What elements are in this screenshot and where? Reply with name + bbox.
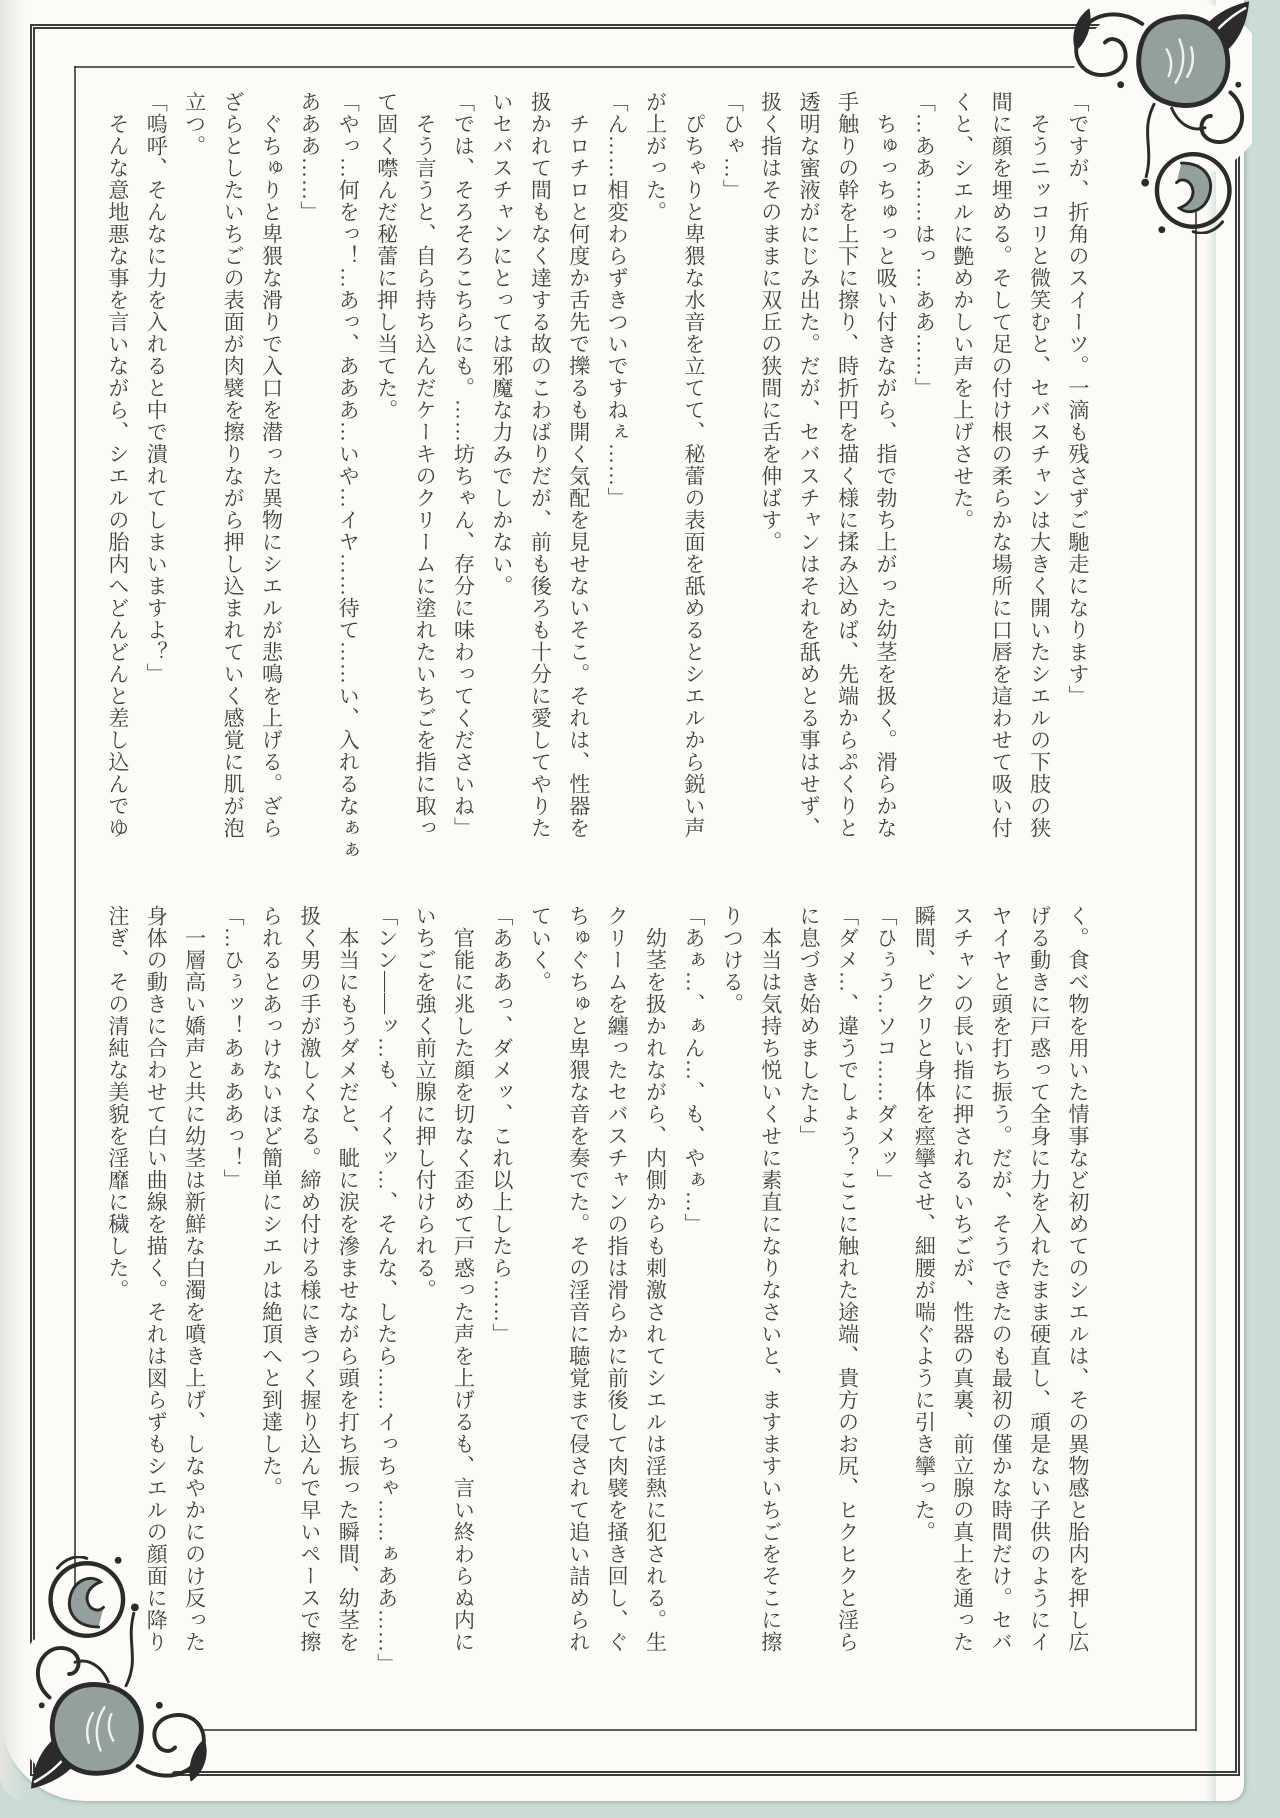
text-column: いセバスチャンにとっては邪魔な力みでしかない。 (489, 91, 514, 597)
text-column: ちゅっちゅっと吸い付きながら、指で勃ち上がった幼茎を扱く。滑らかな (873, 91, 898, 839)
text-column: そうニッコリと微笑むと、セバスチャンは大きく開いたシエルの下肢の狭 (1027, 91, 1052, 839)
text-band-top (95, 91, 1097, 883)
text-column: ざらとしたいちごの表面が肉襞を擦りながら押し込まれていく感覚に肌が泡 (221, 91, 246, 839)
text-column: 瞬間、ビクリと身体を痙攣させ、細腰が喘ぐように引き攣った。 (912, 905, 937, 1543)
text-column: 「…ああ……はっ…ああ……」 (912, 91, 937, 399)
text-column: 注ぎ、その清純な美貌を淫靡に穢した。 (105, 905, 130, 1301)
text-column: 本当にもうダメだと、眦に涙を滲ませながら頭を打ち振った瞬間、幼茎を (336, 905, 361, 1653)
text-column: 透明な蜜液がにじみ出た。だが、セバスチャンはそれを舐めとる事はせず、 (797, 91, 822, 839)
text-column: 「ンン――ッ…も、イくッ…、そんな、したら……イっちゃ……ぁああ……」 (374, 905, 399, 1675)
text-column: 手触りの幹を上下に擦り、時折円を描く様に揉み込めば、先端からぷくりと (835, 91, 860, 839)
text-column: 「ん……相変わらずきついですねぇ……」 (605, 91, 630, 509)
text-column: て固く噤んだ秘蕾に押し当てた。 (374, 91, 399, 421)
text-column: られるとあっけないほど簡単にシエルは絶頂へと到達した。 (259, 905, 284, 1499)
text-column: いちごを強く前立腺に押し付けられる。 (413, 905, 438, 1301)
text-column: 扱く男の手が激しくなる。締め付ける様にきつく握り込んで早いペースで擦 (297, 905, 322, 1653)
text-column: 「あああっ、ダメッ、これ以上したら……」 (489, 905, 514, 1345)
text-column: 「嗚呼、そんなに力を入れると中で潰れてしまいますよ？」 (144, 91, 169, 685)
text-column: 「…ひぅッ！あぁああっ！」 (221, 905, 246, 1191)
page-gutter-shadow (0, 0, 26, 1801)
text-column: ちゅぐちゅと卑猥な音を奏でた。その淫音に聴覚まで侵されて追い詰められ (566, 905, 591, 1653)
inner-border-right (1195, 183, 1197, 1731)
text-column: に息づき始めましたよ」 (797, 905, 822, 1147)
text-column: スチャンの長い指に押されるいちごが、性器の真裏、前立腺の真上を通った (950, 905, 975, 1653)
text-column: くと、シエルに艶めかしい声を上げさせた。 (950, 91, 975, 531)
text-column: 扱かれて間もなく達する故のこわばりだが、前も後ろも十分に愛してやりた (528, 91, 553, 839)
text-column: あああ……」 (297, 91, 322, 223)
text-column: 幼茎を扱かれながら、内側からも刺激されてシエルは淫熱に犯される。生 (643, 905, 668, 1653)
inner-border-top (74, 66, 1080, 68)
text-column: ヤイヤと頭を打ち振う。だが、そうできたのも最初の僅かな時間だけ。セバ (989, 905, 1014, 1653)
text-column: そう言うと、自ら持ち込んだケーキのクリームに塗れたいちごを指に取っ (413, 91, 438, 839)
text-column: が上がった。 (643, 91, 668, 223)
text-column: 扱く指はそのままに双丘の狭間に舌を伸ばす。 (758, 91, 783, 553)
text-column: 立つ。 (182, 91, 207, 157)
text-band-bottom (95, 905, 1097, 1697)
text-column: 「では、そろそろこちらにも。……坊ちゃん、存分に味わってくださいね」 (451, 91, 476, 839)
text-column: 一層高い嬌声と共に幼茎は新鮮な白濁を噴き上げ、しなやかにのけ反った (182, 905, 207, 1653)
text-column: クリームを纏ったセバスチャンの指は滑らかに前後して肉襞を掻き回し、ぐ (605, 905, 630, 1653)
text-column: 「やっ…何をっ！…あっ、あああ…いや…イヤ……待て……い、入れるなぁぁ (336, 91, 361, 861)
text-column: ぐちゅりと卑猥な滑りで入口を潜った異物にシエルが悲鳴を上げる。ざら (259, 91, 284, 839)
text-column: 「ダメ…、違うでしょう？ここに触れた途端、貴方のお尻、ヒクヒクと淫ら (835, 905, 860, 1653)
text-column: そんな意地悪な事を言いながら、シエルの胎内へどんどんと差し込んでゆ (105, 91, 130, 839)
text-column: チロチロと何度か舌先で擽るも開く気配を見せないそこ。それは、性器を (566, 91, 591, 839)
text-column: 「ですが、折角のスイーツ。一滴も残さずご馳走になります」 (1066, 91, 1090, 707)
inner-border-left (74, 66, 76, 1614)
text-column: げる動きに戸惑って全身に力を入れたまま硬直し、頑是ない子供のようにイ (1027, 905, 1052, 1653)
text-column: 本当は気持ち悦いくせに素直になりなさいと、ますますいちごをそこに擦 (758, 905, 783, 1653)
inner-border-bottom (188, 1729, 1197, 1731)
text-column: 官能に兆した顔を切なく歪めて戸惑った声を上げるも、言い終わらぬ内に (451, 905, 476, 1653)
text-column: 「あぁ…、ぁん…、も、やぁ…」 (681, 905, 706, 1235)
text-column: ていく。 (528, 905, 553, 993)
text-column: 「ひゃ…」 (720, 91, 745, 201)
text-column: 身体の動きに合わせて白い曲線を描く。それは図らずもシエルの顔面に降り (144, 905, 169, 1653)
text-column: く。食べ物を用いた情事など初めてのシエルは、その異物感と胎内を押し広 (1066, 905, 1090, 1653)
text-column: りつける。 (720, 905, 745, 1015)
text-column: 「ひぅう…ソコ……ダメッ」 (873, 905, 898, 1191)
text-column: 間に顔を埋める。そして足の付け根の柔らかな場所に口唇を這わせて吸い付 (989, 91, 1014, 839)
text-column: ぴちゃりと卑猥な水音を立てて、秘蕾の表面を舐めるとシエルから鋭い声 (681, 91, 706, 839)
